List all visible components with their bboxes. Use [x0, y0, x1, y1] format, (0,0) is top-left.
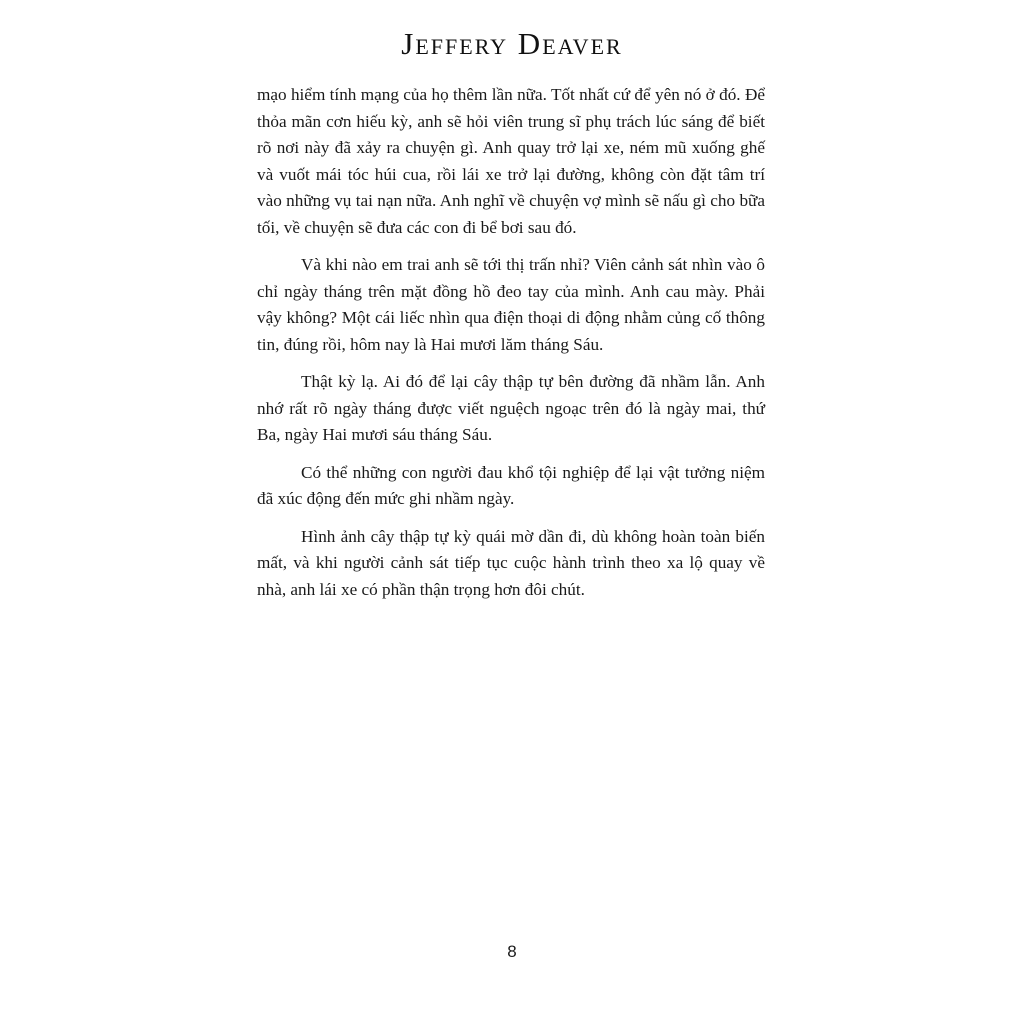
- paragraph-3: Thật kỳ lạ. Ai đó để lại cây thập tự bên đường đã nhầm lẫn. Anh nhớ rất rõ ngày tháng được viết nguệch ngoạc trên đó là ngày mai, thứ Ba, ngày Hai mươi sáu tháng Sáu.: [257, 372, 765, 444]
- page-number: 8: [507, 942, 517, 961]
- running-head-author: Jeffery Deaver: [401, 26, 623, 61]
- paragraph-2: Và khi nào em trai anh sẽ tới thị trấn nhỉ? Viên cảnh sát nhìn vào ô chỉ ngày tháng trên mặt đồng hồ đeo tay của mình. Anh cau mày. Phải vậy không? Một cái liếc nhìn qua điện thoại di động nhằm củng cố thông tin, đúng rồi, hôm nay là Hai mươi lăm tháng Sáu.: [257, 255, 765, 354]
- paragraph-4: Có thể những con người đau khổ tội nghiệp để lại vật tưởng niệm đã xúc động đến mức ghi nhầm ngày.: [257, 462, 765, 508]
- paragraph-5: Hình ảnh cây thập tự kỳ quái mờ dần đi, dù không hoàn toàn biến mất, và khi người cảnh sát tiếp tục cuộc hành trình theo xa lộ quay về nhà, anh lái xe có phần thận trọng hơn đôi chút.: [257, 526, 765, 599]
- paragraph-1: mạo hiểm tính mạng của họ thêm lần nữa. Tốt nhất cứ để yên nó ở đó. Để thỏa mãn cơn hiếu kỳ, anh sẽ hỏi viên trung sĩ phụ trách lúc sáng để biết rõ nơi này đã xảy ra chuyện gì. Anh quay trở lại xe, ném mũ xuống ghế và vuốt mái tóc húi cua, rồi lái xe trở lại đường, không còn đặt tâm trí vào những vụ tai nạn nữa. Anh nghĩ về chuyện vợ mình sẽ nấu gì cho bữa tối, về chuyện sẽ đưa các con đi bể bơi sau đó.: [257, 85, 765, 237]
- body-text: [257, 82, 765, 614]
